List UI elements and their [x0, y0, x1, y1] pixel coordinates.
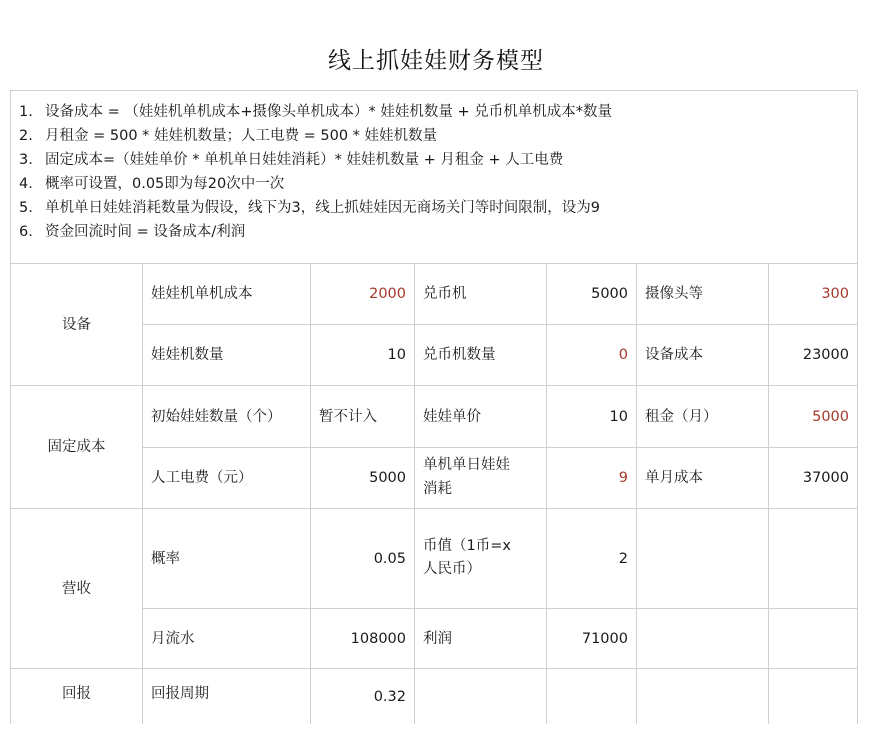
- note-item: [19, 100, 857, 124]
- section-return: 回报: [11, 669, 143, 724]
- note-text: 月租金 = 500 * 娃娃机数量；人工电费 = 500 * 娃娃机数量: [45, 128, 438, 144]
- rent-label: 租金（月）: [637, 386, 769, 448]
- empty-cell: [769, 609, 857, 669]
- coin-changer-value[interactable]: 5000: [547, 264, 637, 325]
- note-text: 概率可设置，0.05即为每20次中一次: [45, 176, 285, 192]
- section-revenue: 营收: [11, 509, 143, 669]
- empty-cell: [547, 669, 637, 724]
- note-number: 4.: [19, 176, 33, 192]
- coin-changer-count-label: 兑币机数量: [415, 325, 547, 386]
- probability-value[interactable]: 0.05: [311, 509, 415, 609]
- note-item: [19, 124, 857, 148]
- profit-label: 利润: [415, 609, 547, 669]
- daily-doll-consumption-value[interactable]: 9: [547, 448, 637, 509]
- coin-value-label: [415, 509, 547, 609]
- note-number: 3.: [19, 152, 33, 168]
- monthly-cost-label: 单月成本: [637, 448, 769, 509]
- note-text: 单机单日娃娃消耗数量为假设，线下为3，线上抓娃娃因无商场关门等时间限制，设为9: [45, 200, 600, 216]
- empty-cell: [769, 509, 857, 609]
- equipment-cost-label: 设备成本: [637, 325, 769, 386]
- machine-unit-cost-value[interactable]: 2000: [311, 264, 415, 325]
- empty-cell: [637, 609, 769, 669]
- note-item: [19, 196, 857, 220]
- rent-value[interactable]: 5000: [769, 386, 857, 448]
- daily-doll-consumption-label-line: 消耗: [423, 481, 452, 497]
- labor-power-label: 人工电费（元）: [143, 448, 311, 509]
- payback-period-label: 回报周期: [143, 669, 311, 724]
- coin-changer-label: 兑币机: [415, 264, 547, 325]
- note-item: [19, 148, 857, 172]
- machine-count-value[interactable]: 10: [311, 325, 415, 386]
- labor-power-value[interactable]: 5000: [311, 448, 415, 509]
- equipment-cost-value: 23000: [769, 325, 857, 386]
- note-number: 2.: [19, 128, 33, 144]
- finance-model-sheet: [10, 90, 858, 724]
- coin-value-label-line: 币值（1币=x: [423, 538, 511, 554]
- doll-unit-price-value[interactable]: 10: [547, 386, 637, 448]
- empty-cell: [637, 509, 769, 609]
- payback-period-value: 0.32: [311, 669, 415, 724]
- machine-count-label: 娃娃机数量: [143, 325, 311, 386]
- doll-unit-price-label: 娃娃单价: [415, 386, 547, 448]
- empty-cell: [769, 669, 857, 724]
- note-text: 设备成本 = （娃娃机单机成本+摄像头单机成本）* 娃娃机数量 + 兑币机单机成本*数量: [45, 104, 612, 120]
- coin-value-label-line: 人民币）: [423, 561, 481, 577]
- monthly-flow-value: 108000: [311, 609, 415, 669]
- monthly-flow-label: 月流水: [143, 609, 311, 669]
- formula-notes: [11, 91, 857, 264]
- note-text: 固定成本=（娃娃单价 * 单机单日娃娃消耗）* 娃娃机数量 + 月租金 + 人工电费: [45, 152, 564, 168]
- empty-cell: [637, 669, 769, 724]
- note-number: 5.: [19, 200, 33, 216]
- coin-value-value[interactable]: 2: [547, 509, 637, 609]
- camera-label: 摄像头等: [637, 264, 769, 325]
- note-number: 1.: [19, 104, 33, 120]
- section-fixed-cost: 固定成本: [11, 386, 143, 509]
- note-number: 6.: [19, 224, 33, 240]
- note-item: [19, 172, 857, 196]
- daily-doll-consumption-label: [415, 448, 547, 509]
- note-text: 资金回流时间 = 设备成本/利润: [45, 224, 246, 240]
- empty-cell: [415, 669, 547, 724]
- page-title: 线上抓娃娃财务模型: [328, 48, 544, 74]
- daily-doll-consumption-label-line: 单机单日娃娃: [423, 457, 510, 473]
- monthly-cost-value: 37000: [769, 448, 857, 509]
- initial-doll-count-value[interactable]: 暂不计入: [311, 386, 415, 448]
- probability-label: 概率: [143, 509, 311, 609]
- note-item: [19, 220, 857, 244]
- initial-doll-count-label: 初始娃娃数量（个）: [143, 386, 311, 448]
- section-equipment: 设备: [11, 264, 143, 386]
- coin-changer-count-value[interactable]: 0: [547, 325, 637, 386]
- profit-value: 71000: [547, 609, 637, 669]
- machine-unit-cost-label: 娃娃机单机成本: [143, 264, 311, 325]
- camera-value[interactable]: 300: [769, 264, 857, 325]
